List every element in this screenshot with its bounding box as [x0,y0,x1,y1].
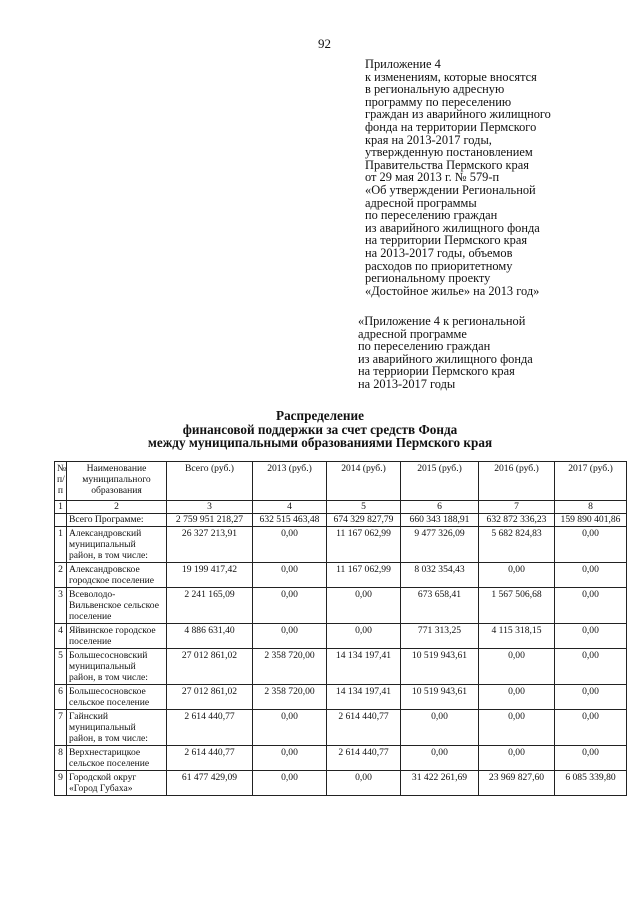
municipality-name: Городской округ «Город Губаха» [67,771,167,796]
amount-cell: 6 085 339,80 [555,771,627,796]
amount-cell: 0,00 [253,771,327,796]
column-number: 4 [253,501,327,514]
appendix-subheader [358,315,618,391]
row-index: 9 [55,771,67,796]
appendix-line: адресной программы [365,195,477,210]
amount-cell: 673 658,41 [401,588,479,624]
column-number: 5 [327,501,401,514]
amount-cell: 61 477 429,09 [167,771,253,796]
appendix-line: «Достойное жилье» на 2013 год» [365,283,540,298]
column-number: 3 [167,501,253,514]
amount-cell: 0,00 [555,649,627,685]
appendix2-line: на терриории Пермского края [358,364,515,379]
municipality-name: Александровское городское поселение [67,563,167,588]
amount-cell: 771 313,25 [401,624,479,649]
table-row [55,588,627,624]
amount-cell: 19 199 417,42 [167,563,253,588]
appendix-line: края на 2013-2017 годы, [365,132,492,147]
total-value: 674 329 827,79 [327,514,401,527]
amount-cell: 1 567 506,68 [479,588,555,624]
appendix-header [365,58,615,297]
amount-cell: 0,00 [253,746,327,771]
municipality-name: Большесосновский муниципальный район, в том числе: [67,649,167,685]
amount-cell: 0,00 [401,746,479,771]
amount-cell: 0,00 [479,563,555,588]
appendix2-line: из аварийного жилищного фонда [358,351,533,366]
amount-cell: 10 519 943,61 [401,649,479,685]
column-number: 7 [479,501,555,514]
amount-cell: 0,00 [555,710,627,746]
appendix2-line: по переселению граждан [358,339,491,354]
row-index: 6 [55,685,67,710]
total-row [55,514,627,527]
column-header: Наименование муниципального образования [67,462,167,501]
amount-cell: 0,00 [555,527,627,563]
column-header: 2014 (руб.) [327,462,401,501]
table-row [55,710,627,746]
row-index: 1 [55,527,67,563]
amount-cell: 23 969 827,60 [479,771,555,796]
title-line: финансовой поддержки за счет средств Фонда [182,421,458,437]
column-number: 6 [401,501,479,514]
appendix-line: граждан из аварийного жилищного [365,107,551,122]
amount-cell: 0,00 [253,588,327,624]
table-header-row [55,462,627,501]
appendix-line: фонда на территории Пермского [365,119,537,134]
table-row [55,685,627,710]
table-row [55,563,627,588]
total-value: 632 872 336,23 [479,514,555,527]
amount-cell: 0,00 [555,563,627,588]
amount-cell: 0,00 [253,527,327,563]
column-numbers-row [55,501,627,514]
amount-cell: 0,00 [479,649,555,685]
appendix2-line: «Приложение 4 к региональной [358,314,526,328]
title-line: Распределение [276,408,364,423]
row-index: 3 [55,588,67,624]
amount-cell: 4 115 318,15 [479,624,555,649]
amount-cell: 11 167 062,99 [327,563,401,588]
amount-cell: 0,00 [555,746,627,771]
amount-cell: 14 134 197,41 [327,685,401,710]
table-row [55,527,627,563]
column-number: 2 [67,501,167,514]
table-row [55,624,627,649]
amount-cell: 2 614 440,77 [327,710,401,746]
appendix-line: Правительства Пермского края [365,157,529,172]
amount-cell: 0,00 [479,685,555,710]
appendix2-line: на 2013-2017 годы [358,376,456,391]
amount-cell: 0,00 [479,710,555,746]
title-line: между муниципальными образованиями Пермского края [147,435,493,451]
amount-cell: 0,00 [555,588,627,624]
row-index: 4 [55,624,67,649]
row-index: 2 [55,563,67,588]
column-header: 2017 (руб.) [555,462,627,501]
column-number: 1 [55,501,67,514]
column-header: 2015 (руб.) [401,462,479,501]
column-header: 2013 (руб.) [253,462,327,501]
appendix-line: утвержденную постановлением [365,145,533,160]
municipality-name: Верхнестарицкое сельское поселение [67,746,167,771]
municipality-name: Александровский муниципальный район, в том числе: [67,527,167,563]
appendix-line: Приложение 4 [365,57,441,71]
financial-table [54,461,627,796]
amount-cell: 0,00 [479,746,555,771]
appendix-line: расходов по приоритетному [365,258,513,273]
appendix-line: на 2013-2017 годы, объемов [365,245,513,260]
amount-cell: 5 682 824,83 [479,527,555,563]
amount-cell: 0,00 [253,710,327,746]
amount-cell: 0,00 [253,563,327,588]
amount-cell: 0,00 [327,771,401,796]
municipality-name: Большесосновское сельское поселение [67,685,167,710]
amount-cell: 0,00 [253,624,327,649]
amount-cell: 2 358 720,00 [253,685,327,710]
amount-cell: 2 614 440,77 [167,746,253,771]
total-value: 159 890 401,86 [555,514,627,527]
column-header: № п/п [55,462,67,501]
appendix-line: программу по переселению [365,94,512,109]
amount-cell: 4 886 631,40 [167,624,253,649]
amount-cell: 2 614 440,77 [167,710,253,746]
amount-cell: 10 519 943,61 [401,685,479,710]
table-row [55,649,627,685]
amount-cell: 27 012 861,02 [167,685,253,710]
appendix-line: от 29 мая 2013 г. № 579-п [365,170,500,185]
amount-cell: 0,00 [555,685,627,710]
amount-cell: 14 134 197,41 [327,649,401,685]
appendix-line: из аварийного жилищного фонда [365,220,540,235]
table-row [55,746,627,771]
amount-cell: 0,00 [327,588,401,624]
total-label: Всего Программе: [67,514,167,527]
amount-cell: 11 167 062,99 [327,527,401,563]
amount-cell: 31 422 261,69 [401,771,479,796]
column-number: 8 [555,501,627,514]
amount-cell: 26 327 213,91 [167,527,253,563]
amount-cell: 9 477 326,09 [401,527,479,563]
page-number: 92 [318,36,331,51]
amount-cell: 27 012 861,02 [167,649,253,685]
document-title [60,409,580,450]
amount-cell: 2 614 440,77 [327,746,401,771]
appendix-line: в региональную адресную [365,82,505,97]
appendix-line: к изменениям, которые вносятся [365,69,537,84]
municipality-name: Яйвинское городское поселение [67,624,167,649]
row-index: 7 [55,710,67,746]
amount-cell: 2 358 720,00 [253,649,327,685]
row-index [55,514,67,527]
appendix2-line: адресной программе [358,326,467,341]
column-header: 2016 (руб.) [479,462,555,501]
appendix-line: региональному проекту [365,271,491,286]
total-value: 2 759 951 218,27 [167,514,253,527]
table-row [55,771,627,796]
amount-cell: 0,00 [327,624,401,649]
total-value: 632 515 463,48 [253,514,327,527]
row-index: 8 [55,746,67,771]
appendix-line: на территории Пермского края [365,233,528,248]
appendix-line: «Об утверждении Региональной [365,182,536,197]
amount-cell: 8 032 354,43 [401,563,479,588]
amount-cell: 2 241 165,09 [167,588,253,624]
amount-cell: 0,00 [555,624,627,649]
municipality-name: Гайнский муниципальный район, в том числе: [67,710,167,746]
municipality-name: Всеволодо-Вильвенское сельское поселение [67,588,167,624]
appendix-line: по переселению граждан [365,208,498,223]
row-index: 5 [55,649,67,685]
total-value: 660 343 188,91 [401,514,479,527]
amount-cell: 0,00 [401,710,479,746]
column-header: Всего (руб.) [167,462,253,501]
